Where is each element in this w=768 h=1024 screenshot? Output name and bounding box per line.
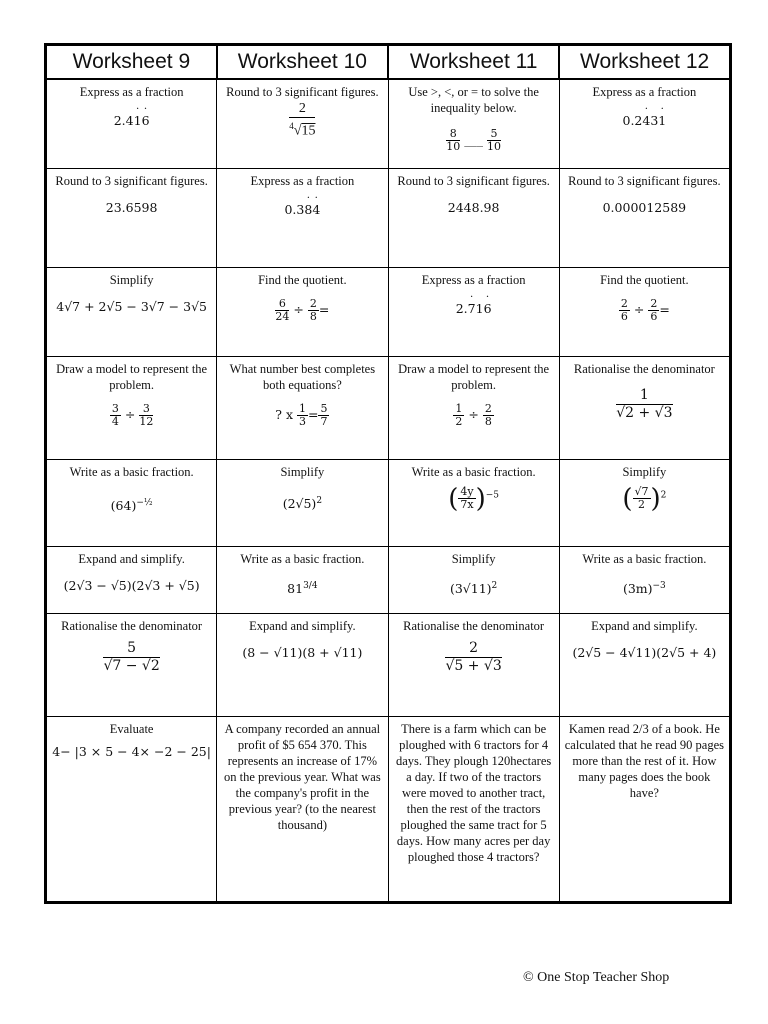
problem: (2√5 − 4√11)(2√5 + 4) bbox=[572, 644, 717, 660]
cell bbox=[217, 613, 388, 716]
worksheet-table bbox=[44, 43, 732, 904]
prompt: Evaluate bbox=[109, 721, 154, 736]
fraction bbox=[487, 128, 501, 153]
cell bbox=[559, 79, 730, 168]
table-row bbox=[46, 613, 731, 716]
digits: 2. bbox=[455, 300, 468, 316]
problem: 23.6598 bbox=[105, 199, 158, 215]
problem bbox=[393, 403, 555, 428]
problem bbox=[564, 387, 725, 422]
fraction bbox=[648, 298, 659, 323]
problem: (2√3 − √5)(2√3 + √5) bbox=[63, 577, 200, 593]
digits: 1 bbox=[475, 300, 484, 316]
repeating-digit: 1 ˙ bbox=[658, 113, 666, 128]
problem bbox=[51, 494, 212, 515]
cell bbox=[388, 267, 559, 356]
prompt: Express as a fraction bbox=[250, 173, 355, 188]
problem bbox=[393, 640, 555, 675]
numerator: 2 bbox=[650, 296, 658, 310]
denominator: √7 − √2 bbox=[103, 657, 160, 674]
fraction bbox=[139, 403, 153, 428]
numerator: 4y bbox=[460, 485, 474, 498]
exponent: −½ bbox=[136, 497, 153, 508]
denominator: 7x bbox=[460, 498, 474, 511]
prompt: Expand and simplify. bbox=[249, 618, 356, 633]
repeating-digit: 6 ˙ bbox=[484, 301, 492, 316]
cell bbox=[388, 459, 559, 546]
prompt: Draw a model to represent the problem. bbox=[56, 361, 208, 392]
prompt: Round to 3 significant figures. bbox=[226, 85, 379, 99]
cell bbox=[46, 459, 217, 546]
operator: ÷ bbox=[633, 301, 645, 317]
cell bbox=[388, 613, 559, 716]
cell bbox=[217, 79, 388, 168]
prompt: Simplify bbox=[109, 272, 154, 287]
prompt: Round to 3 significant figures. bbox=[55, 173, 208, 188]
prompt: Express as a fraction bbox=[79, 85, 184, 99]
prompt: Simplify bbox=[622, 464, 667, 479]
cell bbox=[559, 716, 730, 902]
cell bbox=[388, 79, 559, 168]
table-row bbox=[46, 79, 731, 168]
numerator: 5 bbox=[320, 401, 328, 415]
prompt: Draw a model to represent the problem. bbox=[398, 361, 550, 392]
base: (2√5) bbox=[282, 495, 317, 511]
cell bbox=[217, 546, 388, 613]
cell bbox=[559, 168, 730, 267]
fraction bbox=[453, 403, 464, 428]
problem bbox=[564, 298, 725, 323]
numerator: 8 bbox=[446, 128, 460, 141]
numerator: 3 bbox=[139, 403, 153, 416]
fraction bbox=[289, 100, 315, 140]
problem bbox=[564, 112, 725, 130]
operator: ÷ bbox=[293, 301, 304, 317]
fraction bbox=[275, 298, 289, 323]
problem bbox=[393, 577, 555, 598]
cell bbox=[388, 356, 559, 459]
cell bbox=[559, 459, 730, 546]
problem bbox=[51, 640, 212, 675]
cell bbox=[388, 716, 559, 902]
table-row bbox=[46, 546, 731, 613]
cell bbox=[217, 168, 388, 267]
denominator: 6 bbox=[620, 309, 628, 323]
numerator: 2 bbox=[309, 296, 317, 310]
digits: 0.2 bbox=[622, 113, 643, 128]
numerator: 1 bbox=[298, 401, 306, 415]
exponent: 2 bbox=[491, 580, 498, 591]
prompt: Write as a basic fraction. bbox=[240, 551, 365, 566]
problem bbox=[221, 492, 383, 513]
repeating-digit: 1 ˙ bbox=[134, 113, 142, 128]
numerator: √7 bbox=[634, 485, 649, 498]
table-row bbox=[46, 168, 731, 267]
denominator: √2 + √3 bbox=[616, 404, 673, 421]
prompt: Simplify bbox=[280, 464, 325, 479]
exponent: 2 bbox=[660, 489, 667, 500]
prompt: Rationalise the denominator bbox=[573, 361, 715, 376]
prompt: Simplify bbox=[451, 551, 496, 566]
equals-sign: = bbox=[307, 406, 319, 422]
denominator: 7 bbox=[320, 414, 328, 428]
header-worksheet-10: Worksheet 10 bbox=[217, 45, 388, 80]
problem bbox=[564, 577, 725, 598]
prompt: Round to 3 significant figures. bbox=[568, 173, 721, 188]
prompt: Use >, <, or = to solve the inequality below. bbox=[408, 85, 539, 115]
exponent: 3/4 bbox=[303, 580, 318, 591]
repeating-digit: 6 ˙ bbox=[142, 113, 150, 128]
base: (3m) bbox=[622, 580, 653, 596]
cell bbox=[46, 546, 217, 613]
table-row bbox=[46, 267, 731, 356]
numerator: 5 bbox=[103, 640, 159, 658]
cell bbox=[559, 546, 730, 613]
digits: 0.3 bbox=[284, 201, 305, 217]
problem bbox=[221, 577, 383, 598]
digits: 3 bbox=[650, 113, 659, 128]
base: 81 bbox=[287, 580, 304, 596]
problem bbox=[221, 201, 383, 219]
fraction bbox=[110, 403, 121, 428]
problem bbox=[393, 128, 555, 153]
equals-sign: = bbox=[318, 301, 330, 317]
prompt: Express as a fraction bbox=[592, 85, 697, 99]
prompt: Expand and simplify. bbox=[78, 551, 185, 566]
unknown: ? x bbox=[275, 406, 293, 422]
word-problem: Kamen read 2/3 of a book. He calculated that he read 90 pages more than the rest of it. How many pages does the book have? bbox=[564, 721, 725, 800]
fraction bbox=[318, 403, 329, 428]
exponent: −3 bbox=[652, 580, 666, 591]
cell bbox=[217, 356, 388, 459]
table-row bbox=[46, 356, 731, 459]
denominator: 10 bbox=[446, 140, 461, 153]
fraction bbox=[446, 128, 460, 153]
denominator: 2 bbox=[455, 414, 463, 428]
fraction bbox=[103, 640, 159, 675]
denominator: 2 bbox=[638, 498, 645, 511]
left-paren: ( bbox=[622, 483, 633, 514]
operator: ÷ bbox=[468, 406, 479, 422]
numerator: 5 bbox=[487, 128, 501, 141]
prompt: Rationalise the denominator bbox=[403, 618, 545, 633]
numerator: 2 bbox=[484, 401, 492, 415]
denominator: 6 bbox=[650, 309, 658, 323]
problem bbox=[51, 403, 212, 428]
header-worksheet-9: Worksheet 9 bbox=[46, 45, 217, 80]
equals-sign: = bbox=[659, 301, 670, 317]
cell bbox=[46, 267, 217, 356]
numerator: 3 bbox=[111, 401, 119, 415]
problem: 4− |3 × 5 − 4× −2 − 25| bbox=[52, 743, 211, 759]
base: (64) bbox=[110, 497, 137, 513]
problem bbox=[221, 403, 383, 428]
prompt: Write as a basic fraction. bbox=[411, 464, 536, 479]
cell bbox=[388, 168, 559, 267]
problem: 4√7 + 2√5 − 3√7 − 3√5 bbox=[56, 298, 207, 314]
problem: (8 − √11)(8 + √11) bbox=[242, 644, 363, 660]
cell bbox=[46, 716, 217, 902]
word-problem: A company recorded an annual profit of $5 654 370. This represents an increase of 17% on the previous year. What was the company's profit in the previous year? (to the nearest thousand) bbox=[224, 721, 381, 832]
numerator: 6 bbox=[275, 298, 289, 311]
cell bbox=[217, 459, 388, 546]
denominator: 12 bbox=[139, 414, 154, 428]
problem: 0.000012589 bbox=[602, 199, 687, 215]
denominator: 24 bbox=[275, 309, 290, 323]
fraction bbox=[458, 486, 475, 511]
left-paren: ( bbox=[448, 483, 459, 514]
header-worksheet-12: Worksheet 12 bbox=[559, 45, 730, 80]
prompt: Write as a basic fraction. bbox=[69, 464, 194, 479]
fraction bbox=[445, 640, 501, 675]
numerator: 1 bbox=[616, 387, 672, 405]
denominator: √5 + √3 bbox=[445, 657, 502, 674]
numerator: 2 bbox=[289, 100, 315, 118]
fraction bbox=[483, 403, 494, 428]
prompt: Rationalise the denominator bbox=[61, 618, 203, 633]
repeating-digit: 4 ˙ bbox=[642, 113, 650, 128]
radicand: 15 bbox=[301, 123, 316, 139]
header-worksheet-11: Worksheet 11 bbox=[388, 45, 559, 80]
denominator: 8 bbox=[309, 309, 317, 323]
prompt: Express as a fraction bbox=[421, 272, 526, 287]
digits: 2.4 bbox=[113, 113, 134, 128]
header-row bbox=[46, 45, 731, 80]
fraction bbox=[633, 486, 651, 511]
cell bbox=[46, 613, 217, 716]
denominator: $^4$√15 bbox=[289, 121, 316, 139]
root-index: 4 bbox=[289, 121, 294, 131]
denominator: 4 bbox=[111, 414, 119, 428]
problem bbox=[564, 483, 725, 514]
problem bbox=[221, 298, 383, 323]
prompt: What number best completes both equations? bbox=[229, 361, 376, 392]
base: (3√11) bbox=[449, 580, 492, 596]
repeating-digit: 4 ˙ bbox=[312, 202, 320, 217]
right-paren: ) bbox=[650, 483, 661, 514]
prompt: Find the quotient. bbox=[258, 272, 347, 287]
prompt: Write as a basic fraction. bbox=[582, 551, 707, 566]
fraction bbox=[297, 403, 308, 428]
blank: ___ bbox=[464, 132, 483, 147]
table-row bbox=[46, 716, 731, 902]
operator: ÷ bbox=[124, 406, 136, 422]
cell bbox=[388, 546, 559, 613]
problem bbox=[393, 300, 555, 318]
repeating-digit: 8 ˙ bbox=[304, 202, 312, 217]
numerator: 2 bbox=[620, 296, 628, 310]
prompt: Find the quotient. bbox=[600, 272, 689, 287]
repeating-digit: 7 ˙ bbox=[468, 301, 476, 316]
prompt: Round to 3 significant figures. bbox=[397, 173, 550, 188]
problem bbox=[51, 112, 212, 130]
cell bbox=[559, 356, 730, 459]
numerator: 1 bbox=[455, 401, 463, 415]
denominator: 3 bbox=[298, 414, 306, 428]
fraction bbox=[619, 298, 630, 323]
exponent: −5 bbox=[485, 489, 500, 500]
problem bbox=[393, 483, 555, 514]
numerator: 2 bbox=[445, 640, 501, 658]
prompt: Expand and simplify. bbox=[591, 618, 698, 633]
denominator: 8 bbox=[484, 414, 492, 428]
exponent: 2 bbox=[316, 495, 323, 506]
cell bbox=[217, 267, 388, 356]
cell bbox=[46, 168, 217, 267]
cell bbox=[46, 356, 217, 459]
table-row bbox=[46, 459, 731, 546]
cell bbox=[217, 716, 388, 902]
right-paren: ) bbox=[475, 483, 486, 514]
cell bbox=[559, 613, 730, 716]
problem: 2448.98 bbox=[447, 199, 500, 215]
cell bbox=[559, 267, 730, 356]
cell bbox=[46, 79, 217, 168]
copyright-footer: © One Stop Teacher Shop bbox=[523, 970, 670, 985]
word-problem: There is a farm which can be ploughed with 6 tractors for 4 days. They plough 120hectares a day. If two of the tractors were moved to another tract, then the rest of the tractors ploughed the same tract for 5 days. How many acres per day ploughed those 4 tractors? bbox=[395, 721, 552, 864]
fraction bbox=[616, 387, 672, 422]
denominator: 10 bbox=[486, 140, 501, 153]
fraction bbox=[308, 298, 319, 323]
